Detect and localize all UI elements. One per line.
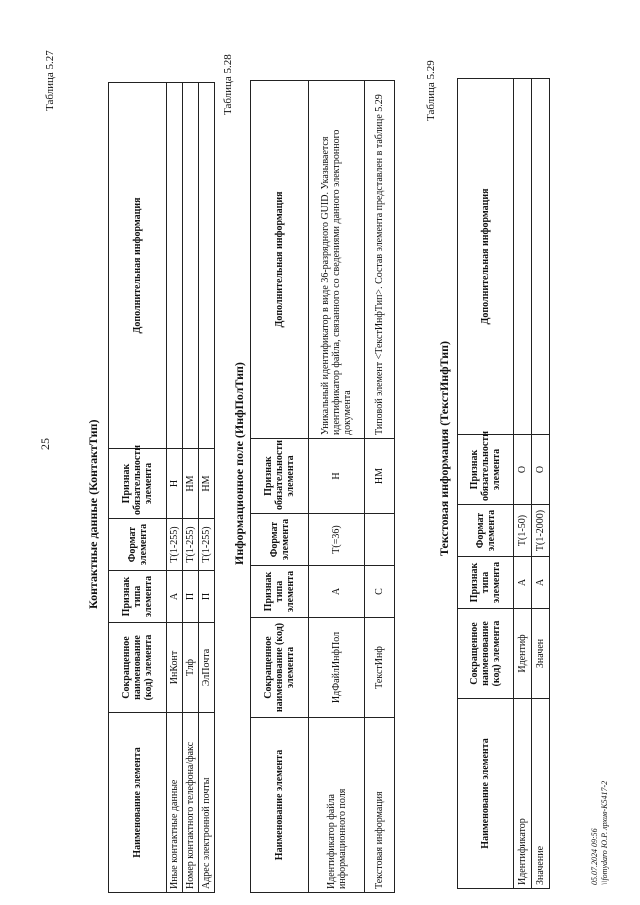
column-header: Дополнительная информация (458, 79, 514, 435)
table-cell: О (532, 435, 550, 505)
column-header: Наименование элемента (251, 718, 309, 893)
table-cell (199, 83, 215, 449)
table-5-27 (108, 82, 215, 893)
table-cell: Значение (532, 699, 550, 889)
table-number-5-27: Таблица 5.27 (44, 50, 56, 111)
column-header: Признак типа элемента (109, 571, 167, 623)
table-cell: ИдФайлИнфПол (309, 618, 365, 718)
column-header: Формат элемента (109, 519, 167, 571)
footer-path: \\fomydaro Ю.Р. лрхив-К5417-2 (600, 780, 609, 885)
table-cell: Уникальный идентификатор в виде 36-разрядного GUID. Указывается идентификатор файла, связанного со сведениями данного электронного документа (309, 81, 365, 439)
table-cell: Типовой элемент <ТекстИнфТип>. Состав элемента представлен в таблице 5.29 (365, 81, 395, 439)
header-row (109, 83, 167, 893)
column-header: Признак обязательности элемента (251, 439, 309, 514)
table-cell: ИнКонт (167, 623, 183, 713)
table-cell: П (199, 571, 215, 623)
table-5-28 (250, 80, 395, 893)
table-cell: ТекстИнф (365, 618, 395, 718)
column-header: Формат элемента (251, 514, 309, 566)
column-header: Признак типа элемента (458, 557, 514, 609)
table-cell: T(1-2000) (532, 505, 550, 557)
page-number: 25 (38, 438, 52, 450)
table-title-5-28: Информационное поле (ИнфПолТип) (232, 362, 246, 565)
column-header: Признак типа элемента (251, 566, 309, 618)
table-row (199, 83, 215, 893)
table-cell: НМ (365, 439, 395, 514)
table-cell: НМ (199, 449, 215, 519)
table-cell: Идентификатор файла информационного поля (309, 718, 365, 893)
table-title-5-27: Контактные данные (КонтактТип) (86, 419, 100, 609)
column-header: Сокращенное наименование (код) элемента (458, 609, 514, 699)
table-cell: ЭлПочта (199, 623, 215, 713)
table-cell (183, 83, 199, 449)
table-row (365, 81, 395, 893)
table-title-5-29: Текстовая информация (ТекстИнфТип) (437, 340, 451, 556)
table-cell: Идентификатор (514, 699, 532, 889)
footer-date: 05.07.2024 09:56 (590, 828, 599, 885)
table-number-5-28: Таблица 5.28 (222, 54, 234, 115)
column-header: Признак обязательности элемента (109, 449, 167, 519)
table-cell (365, 514, 395, 566)
table-cell: Н (309, 439, 365, 514)
table-cell: П (183, 571, 199, 623)
table-cell: Номер контактного телефона/факс (183, 713, 199, 893)
table-cell: Значен (532, 609, 550, 699)
table-row (514, 79, 532, 889)
table-cell: T(1-50) (514, 505, 532, 557)
table-cell (532, 79, 550, 435)
column-header: Признак обязательности элемента (458, 435, 514, 505)
table-cell: Текстовая информация (365, 718, 395, 893)
table-cell: А (309, 566, 365, 618)
footer-stamp (590, 781, 610, 885)
table-cell (514, 79, 532, 435)
table-cell: О (514, 435, 532, 505)
table-cell (167, 83, 183, 449)
table-cell: А (532, 557, 550, 609)
table-cell: T(1-255) (167, 519, 183, 571)
table-row (532, 79, 550, 889)
column-header: Наименование элемента (109, 713, 167, 893)
table-row (183, 83, 199, 893)
column-header: Дополнительная информация (109, 83, 167, 449)
column-header: Формат элемента (458, 505, 514, 557)
table-cell: T(1-255) (183, 519, 199, 571)
column-header: Дополнительная информация (251, 81, 309, 439)
table-cell: НМ (183, 449, 199, 519)
header-row (251, 81, 309, 893)
table-cell: T(1-255) (199, 519, 215, 571)
table-cell: А (514, 557, 532, 609)
table-cell: А (167, 571, 183, 623)
table-cell: Идентиф (514, 609, 532, 699)
table-cell: Иные контактные данные (167, 713, 183, 893)
column-header: Сокращенное наименование (код) элемента (109, 623, 167, 713)
table-row (309, 81, 365, 893)
table-5-29 (457, 78, 550, 889)
column-header: Наименование элемента (458, 699, 514, 889)
table-cell: Тлф (183, 623, 199, 713)
table-cell: Н (167, 449, 183, 519)
header-row (458, 79, 514, 889)
table-number-5-29: Таблица 5.29 (425, 60, 437, 121)
table-cell: Адрес электронной почты (199, 713, 215, 893)
column-header: Сокращенное наименование (код) элемента (251, 618, 309, 718)
table-cell: T(=36) (309, 514, 365, 566)
table-row (167, 83, 183, 893)
table-cell: С (365, 566, 395, 618)
